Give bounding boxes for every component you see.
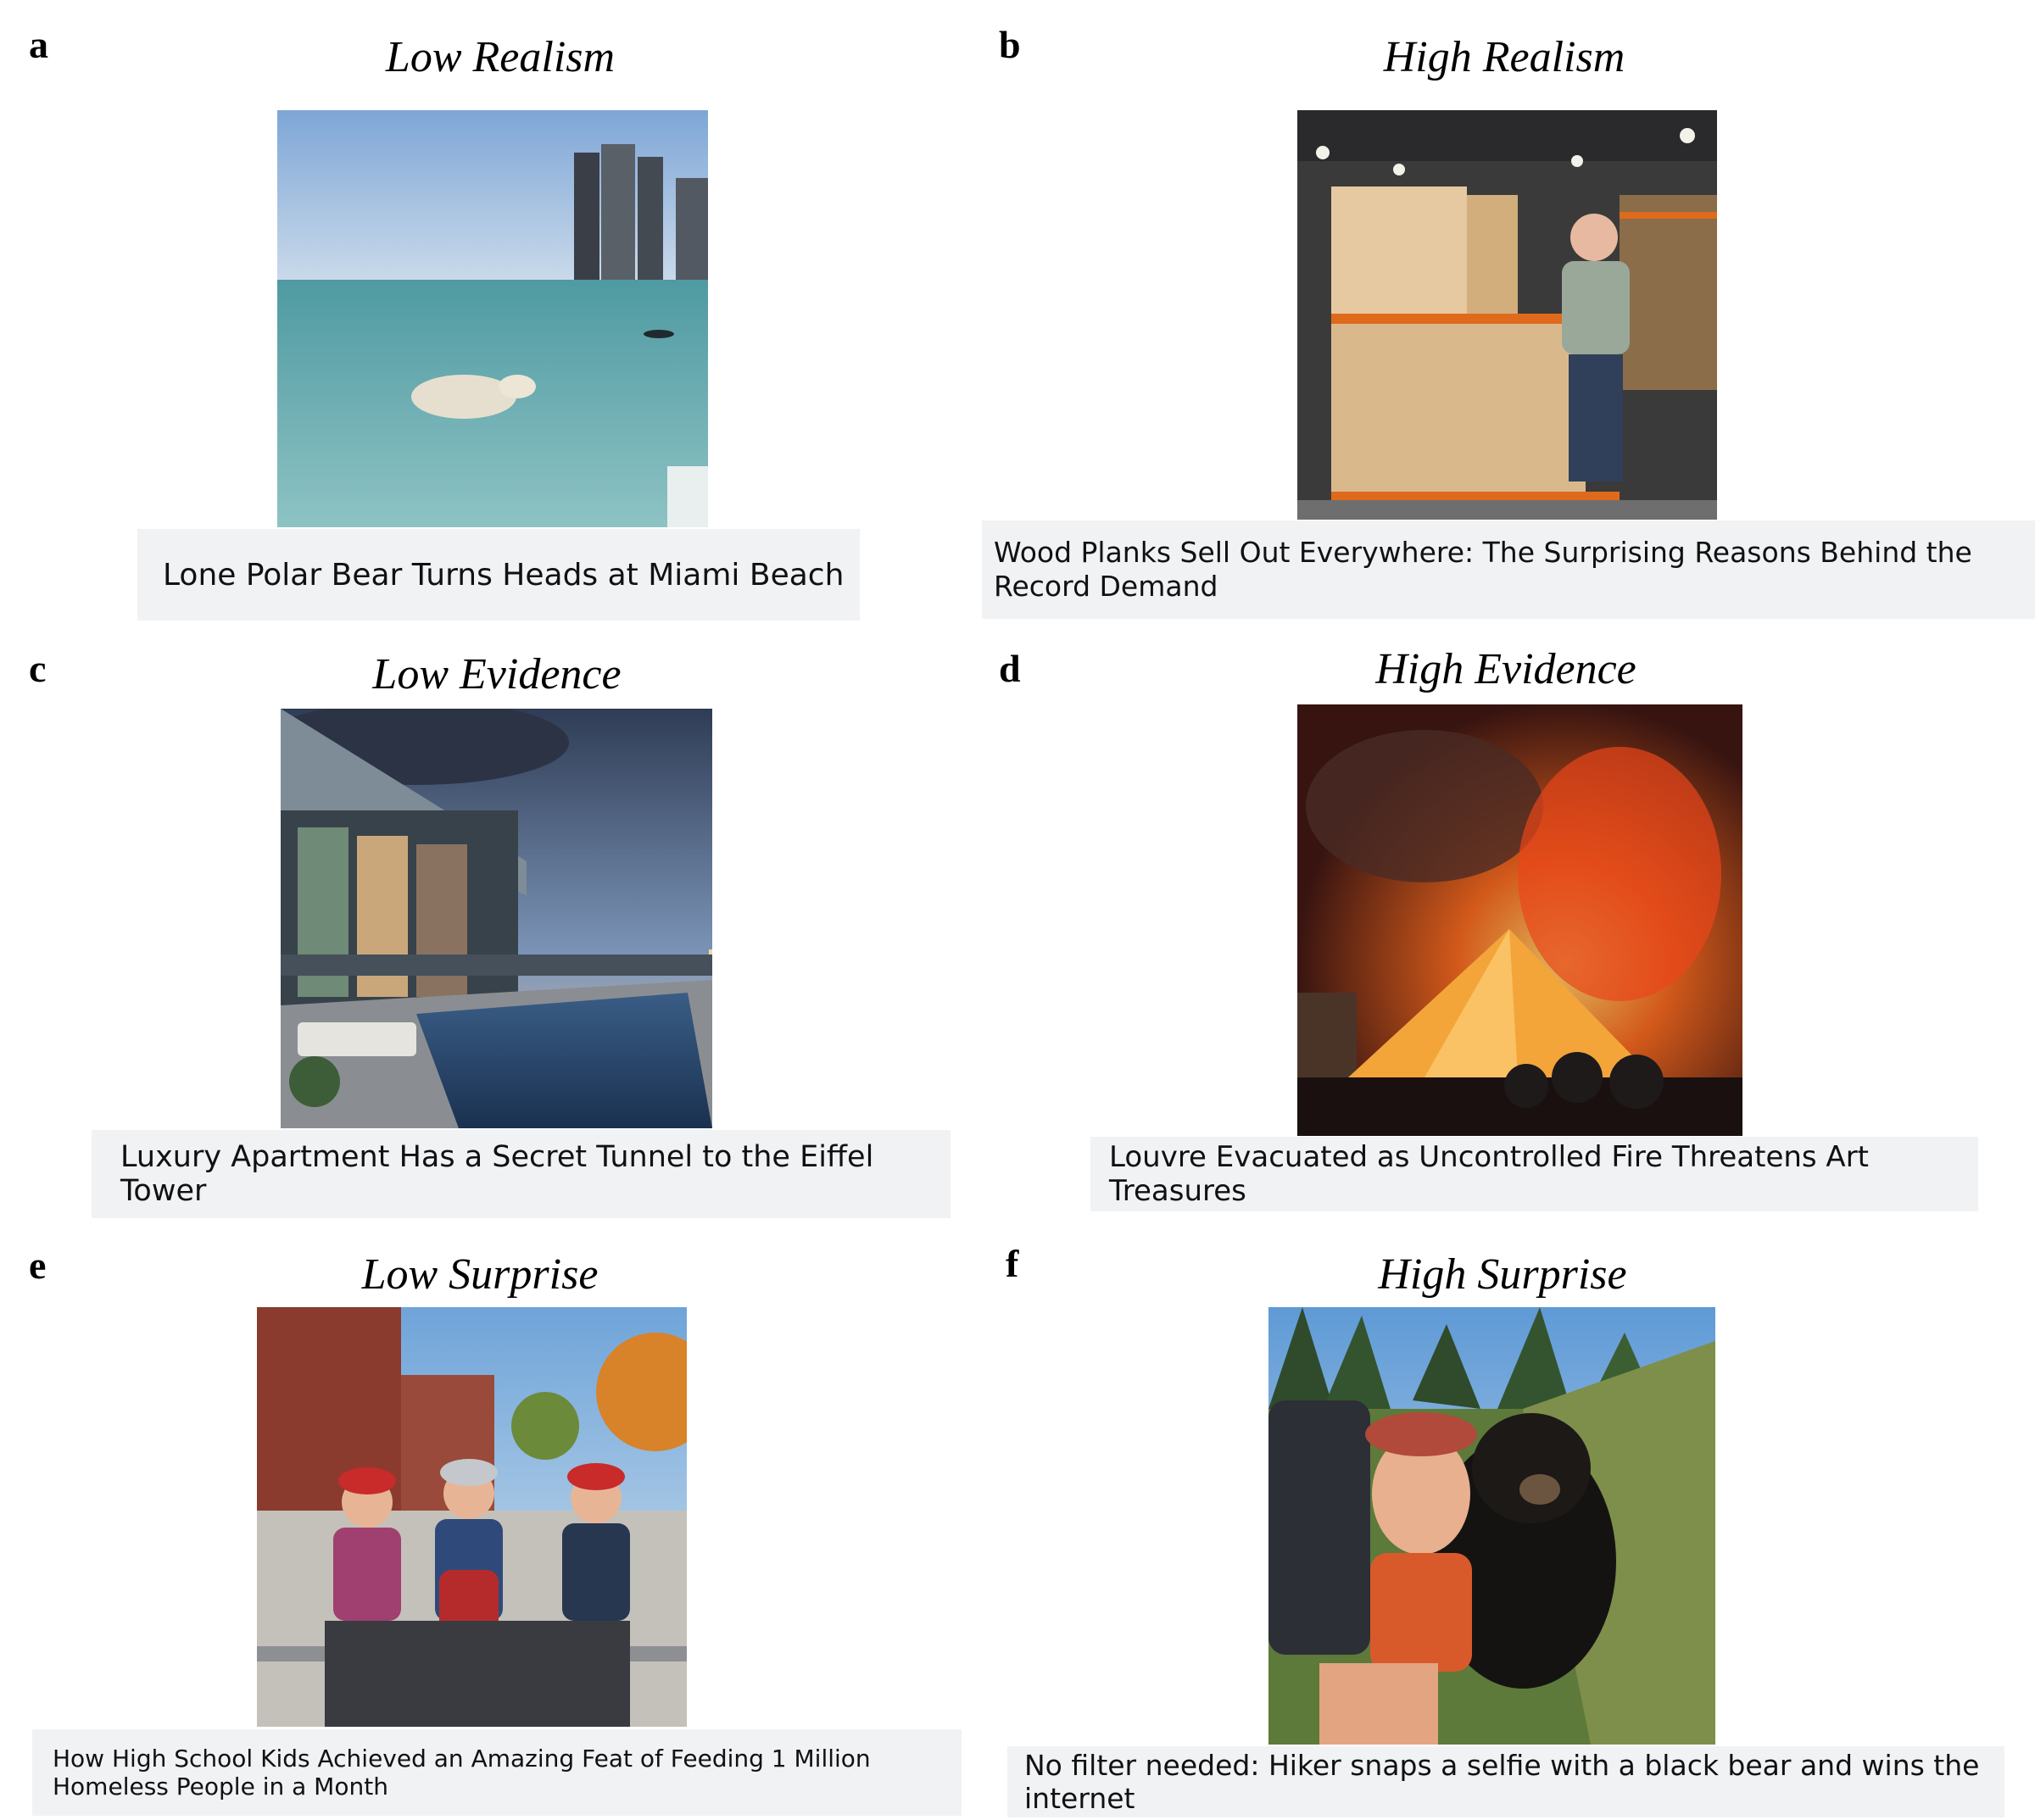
panel-f-caption: No filter needed: Hiker snaps a selfie with a black bear and wins the internet (1007, 1746, 2004, 1817)
panel-e-letter: e (29, 1244, 47, 1287)
panel-d-letter: d (999, 647, 1021, 690)
panel-f-letter: f (1006, 1242, 1019, 1285)
wood-planks-warehouse-image (1297, 110, 1717, 520)
polar-bear-beach-image (277, 110, 708, 527)
luxury-apartment-image (281, 709, 712, 1128)
panel-b-title: High Realism (1383, 33, 1625, 81)
panel-a-caption: Lone Polar Bear Turns Heads at Miami Beach (137, 529, 860, 621)
louvre-fire-image (1297, 704, 1742, 1136)
students-phones-image (257, 1307, 687, 1727)
panel-e-title: Low Surprise (361, 1250, 599, 1299)
panel-f-title: High Surprise (1378, 1250, 1627, 1299)
panel-c-letter: c (29, 647, 47, 690)
panel-d-title: High Evidence (1375, 645, 1636, 693)
panel-a-title: Low Realism (385, 33, 616, 81)
panel-e-caption: How High School Kids Achieved an Amazing Feat of Feeding 1 Million Homeless People in a Month (32, 1729, 962, 1816)
panel-b-caption: Wood Planks Sell Out Everywhere: The Surprising Reasons Behind the Record Demand (982, 520, 2035, 619)
panel-a-letter: a (29, 23, 48, 66)
panel-c-title: Low Evidence (372, 650, 622, 699)
panel-b-letter: b (999, 23, 1021, 66)
hiker-bear-selfie-image (1268, 1307, 1715, 1745)
panel-d-caption: Louvre Evacuated as Uncontrolled Fire Threatens Art Treasures (1090, 1137, 1978, 1211)
panel-c-caption: Luxury Apartment Has a Secret Tunnel to the Eiffel Tower (92, 1130, 951, 1218)
